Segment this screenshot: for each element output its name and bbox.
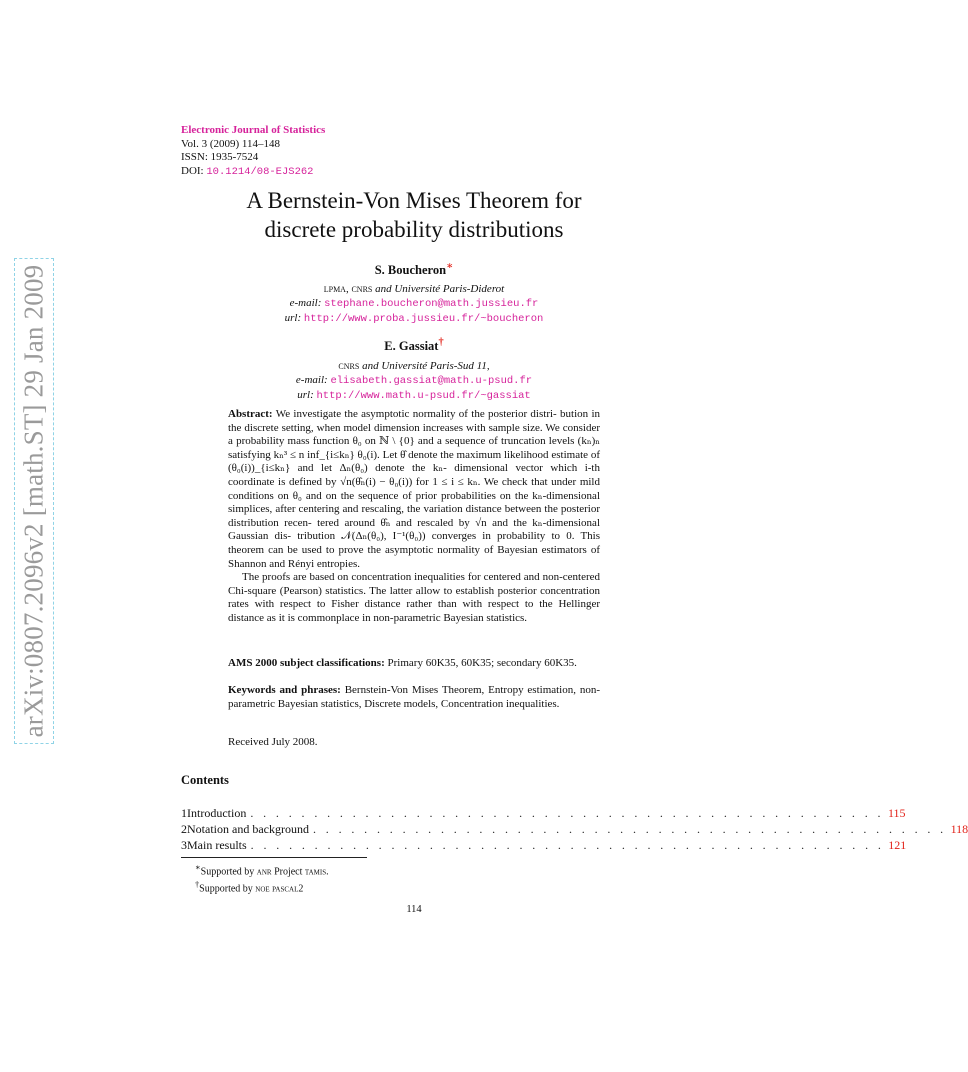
toc-leader-dots: . . . . . . . . . . . . . . . . . . . . . . . . . . . . . . . . . . . . . . . . . . . . . . . . . .: [312, 822, 947, 836]
author-2-name: E. Gassiat: [384, 339, 439, 354]
doi-link[interactable]: 10.1214/08-EJS262: [206, 165, 314, 178]
arxiv-id: arXiv:0807.2096v2 [math.ST] 29 Jan 2009: [18, 264, 49, 738]
abstract-line-4: of truncation levels (kₙ)ₙ satisfying kₙ³ ≤ n inf_{i≤kₙ} θ₀(i). Let θ̂ denote the: [228, 435, 600, 461]
toc-leader-dots: . . . . . . . . . . . . . . . . . . . . . . . . . . . . . . . . . . . . . . . . . . . . . . . . . .: [250, 838, 885, 852]
abstract-line-1: We investigate the asymptotic normality of the posterior distri-: [275, 408, 557, 420]
journal-volume: Vol. 3 (2009) 114–148: [181, 137, 280, 150]
abstract-paragraph-1: [228, 408, 600, 571]
author-2-email-link[interactable]: elisabeth.gassiat@math.u-psud.fr: [330, 375, 533, 387]
abstract-line-11: tribution 𝒩(Δₙ(θ₀), I⁻¹(θ₀)) converges in probability to 0. This theorem: [228, 530, 601, 556]
footnote-1-middle: Project: [274, 866, 303, 878]
author-1-name: S. Boucheron: [374, 263, 447, 278]
abstract-line-10: tered around θ̂ₙ and rescaled by √n and the kₙ-dimensional Gaussian dis-: [228, 516, 600, 543]
footnote-2-mark: †: [195, 880, 200, 890]
classification-text: Primary 60K35, 60K35; secondary 60K35.: [387, 657, 577, 669]
table-of-contents: [181, 806, 968, 854]
title-line-2: discrete probability distributions: [264, 217, 564, 242]
classification-block: [228, 657, 600, 671]
author-2-email-row: [181, 373, 647, 388]
abstract-line-13: Shannon and Rényi entropies.: [228, 557, 360, 570]
author-2-footnote-mark[interactable]: †: [438, 337, 444, 348]
author-1-url-link[interactable]: http://www.proba.jussieu.fr/~boucheron: [303, 313, 544, 325]
abstract-line-7: 1 ≤ i ≤ kₙ. We check that under mild conditions on θ₀ and on the sequence: [228, 475, 600, 502]
abstract-line-6: dimensional vector which i-th coordinate is defined by √n(θ̂ₙ(i) − θ₀(i)) for: [228, 462, 600, 488]
footnote-1: [195, 861, 329, 878]
abstract-line-8: of prior probabilities on the kₙ-dimensional simplices, after centering and: [228, 489, 600, 516]
page-number: 114: [406, 904, 422, 915]
classification-label: AMS 2000 subject classifications:: [228, 657, 385, 669]
author-1-email-label: e-mail:: [289, 297, 322, 309]
footnote-1-prefix: Supported by: [200, 866, 255, 878]
author-1-affiliation: [181, 282, 647, 296]
toc-item[interactable]: [181, 822, 968, 838]
author-1-name-row: [181, 260, 647, 278]
footnote-2: [195, 878, 329, 895]
paper-title: [181, 186, 647, 244]
contents-heading: Contents: [181, 773, 229, 787]
title-line-1: A Bernstein-Von Mises Theorem for: [246, 188, 582, 213]
journal-name[interactable]: Electronic Journal of Statistics: [181, 124, 326, 136]
toc-item-page-link[interactable]: 115: [887, 806, 906, 820]
toc-leader-dots: . . . . . . . . . . . . . . . . . . . . . . . . . . . . . . . . . . . . . . . . . . . . . . . . . .: [250, 806, 884, 820]
abstract-label: Abstract:: [228, 408, 273, 420]
abstract-line-9: rescaling, the variation distance between the posterior distribution recen-: [228, 503, 601, 529]
abstract-line-2: bution in the discrete setting, when model dimension increases with sample: [228, 408, 601, 434]
author-2-url-link[interactable]: http://www.math.u-psud.fr/~gassiat: [316, 390, 531, 402]
author-1-url-label: url:: [284, 312, 302, 324]
toc-item-title[interactable]: Introduction: [187, 806, 247, 820]
author-1-email-row: [181, 296, 647, 311]
author-2-email-label: e-mail:: [295, 374, 328, 386]
author-2-affil-university: and Université Paris-Sud 11,: [362, 360, 490, 372]
author-1-affiliation-block: [181, 282, 647, 326]
journal-header: [181, 124, 325, 179]
author-1-url-row: [181, 311, 647, 326]
doi-label: DOI:: [181, 164, 204, 177]
abstract-line-5: maximum likelihood estimate of (θ₀(i))_{i≤kₙ} and let Δₙ(θ₀) denote the kₙ-: [228, 448, 600, 475]
arxiv-sidebar-stamp: [14, 258, 54, 744]
author-2-affiliation-block: [181, 359, 647, 403]
abstract-line-12: can be used to prove the asymptotic normality of Bayesian estimators of: [268, 543, 600, 556]
toc-item-title[interactable]: Notation and background: [187, 822, 309, 836]
toc-item-number: 2: [181, 822, 187, 836]
toc-item-number: 3: [181, 838, 187, 852]
footnote-1-agency: anr: [256, 866, 272, 878]
author-1-affil-institutes: lpma, cnrs: [323, 283, 373, 295]
toc-item-title[interactable]: Main results: [187, 838, 247, 852]
received-date: Received July 2008.: [228, 736, 318, 748]
keywords-text: Bernstein-Von Mises Theorem, Entropy estimation, non-parametric Bayesian statistics, Discrete models, Concentration inequalities.: [228, 684, 601, 710]
author-2-affiliation: [181, 359, 647, 373]
footnote-1-project: tamis.: [304, 866, 329, 878]
author-1-affil-university: and Université Paris-Diderot: [375, 283, 505, 295]
abstract-paragraph-2: The proofs are based on concentration inequalities for centered and non-centered Chi-square (Pearson) statistics. The latter allow to establish posterior concentration rates with respect to Fisher distance rather than with respect to the Hellinger distance as it is commonplace in non-parametric Bayesian statistics.: [228, 571, 600, 624]
toc-item-page-link[interactable]: 118: [950, 822, 968, 836]
abstract: [228, 408, 600, 626]
footnote-2-prefix: Supported by: [199, 883, 253, 895]
journal-issn: ISSN: 1935-7524: [181, 151, 259, 163]
author-2-affil-institutes: cnrs: [338, 360, 360, 372]
toc-item-page-link[interactable]: 121: [888, 838, 907, 852]
author-2-url-label: url:: [297, 389, 314, 401]
footnotes: [195, 861, 329, 896]
journal-doi-row: [181, 165, 325, 180]
author-2-url-row: [181, 388, 647, 403]
footnote-2-agency: noe pascal2: [255, 883, 304, 895]
footnote-rule: [181, 857, 367, 858]
author-2-name-row: [181, 337, 647, 354]
abstract-line-3: size. We consider a probability mass function θ₀ on ℕ \ {0} and a sequence: [228, 421, 600, 448]
author-1-footnote-mark[interactable]: ∗: [446, 261, 454, 272]
keywords-label: Keywords and phrases:: [228, 684, 341, 696]
author-1-email-link[interactable]: stephane.boucheron@math.jussieu.fr: [324, 298, 539, 310]
footnote-1-mark: ∗: [195, 863, 201, 872]
keywords-block: [228, 684, 600, 711]
toc-item[interactable]: [181, 806, 906, 822]
toc-item-number: 1: [181, 806, 187, 820]
toc-item[interactable]: [181, 838, 907, 854]
